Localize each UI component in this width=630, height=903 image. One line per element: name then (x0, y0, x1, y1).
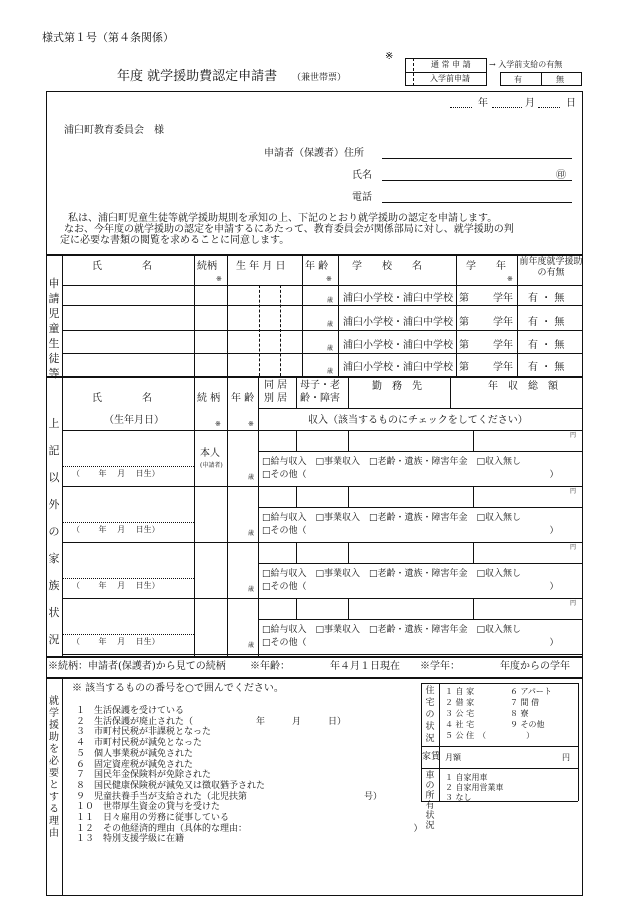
normal-request-option[interactable]: 通 常 申 請 (431, 60, 471, 69)
income-yen: 円 (570, 432, 577, 439)
family-side-label: 上記以外の家族状況 (48, 417, 60, 646)
family-age-unit: 歳 (248, 642, 255, 649)
address-label: 申請者（保護者）住所 (264, 148, 364, 159)
housing-label: 住宅の状況 (425, 686, 435, 744)
housing-option[interactable]: １ 自 家 (445, 687, 475, 696)
grade-mark: ※ (507, 275, 513, 283)
income-options[interactable]: □給与収入 □事業収入 □老齢・遺族・障害年金 □収入無し (262, 625, 522, 635)
grade-prefix: 第 (459, 340, 469, 351)
form-title-sub: （兼世帯票） (292, 73, 347, 83)
grade-suffix: 学年 (493, 362, 513, 373)
relation-mark: ※ (216, 275, 222, 283)
housing-option[interactable]: ６ アパート (510, 687, 552, 696)
reason-item[interactable]: ９ 児童扶養手当が支給された（北児扶第 号） (76, 791, 383, 802)
reason-item[interactable]: １２ その他経済的理由（具体的な理由： ） (76, 823, 423, 834)
prev-aid-header: 前年度就学援助の有無 (519, 257, 583, 278)
family-name-header: 氏 名 (92, 393, 152, 404)
grade-suffix: 学年 (493, 293, 513, 304)
aid-yes-no[interactable]: 有 ・ 無 (528, 340, 565, 351)
rent-monthly: 月額 (445, 753, 461, 762)
reasons-instruction: ※ 該当するものの番号を○で囲んでください。 (72, 683, 284, 694)
car-option[interactable]: １ 自家用車 (445, 773, 488, 782)
student-age-unit: 歳 (327, 297, 334, 304)
rent-yen: 円 (562, 753, 570, 762)
form-id: 様式第１号（第４条関係） (42, 31, 174, 44)
reason-item[interactable]: ８ 国民健康保険税が減免又は徴収猶予された (76, 780, 266, 791)
pre-entry-request-option[interactable]: 入学前申請 (430, 74, 470, 83)
other-income-option[interactable]: □その他（ ） (262, 526, 559, 536)
payment-yes-option[interactable]: 有 (514, 75, 522, 84)
disabled-header: 齢・障害 (300, 393, 340, 404)
other-income-option[interactable]: □その他（ ） (262, 470, 559, 480)
student-grade-header: 学 年 (466, 261, 506, 272)
self-label: 本人 (200, 448, 220, 459)
rent-label: 家賃 (422, 752, 441, 762)
family-birth-field[interactable]: （ 年 月 日生） (72, 637, 160, 646)
name-label: 氏名 (352, 170, 372, 181)
housing-option[interactable]: ５ 公 住 （ ） (445, 731, 535, 740)
reason-item[interactable]: １０ 世帯厚生資金の貸与を受けた (76, 802, 221, 813)
grade-from: 年度からの学年 (500, 661, 570, 672)
housing-option[interactable]: ２ 借 家 (445, 698, 475, 707)
family-age-unit: 歳 (248, 474, 255, 481)
addressee: 浦臼町教育委員会 様 (64, 125, 164, 136)
student-age-unit: 歳 (327, 345, 334, 352)
family-age-mark: ※ (248, 420, 254, 428)
other-income-option[interactable]: □その他（ ） (262, 582, 559, 592)
reason-item[interactable]: ４ 市町村民税が減免となった (76, 738, 203, 749)
reason-item[interactable]: １１ 日々雇用の労務に従事している (76, 813, 230, 823)
payment-no-option[interactable]: 無 (556, 75, 564, 84)
aid-yes-no[interactable]: 有 ・ 無 (528, 293, 565, 304)
student-age-unit: 歳 (327, 321, 334, 328)
income-options[interactable]: □給与収入 □事業収入 □老齢・遺族・障害年金 □収入無し (262, 457, 522, 467)
aid-yes-no[interactable]: 有 ・ 無 (528, 317, 565, 328)
student-school-header: 学 校 名 (352, 261, 422, 272)
housing-option[interactable]: ９ その他 (510, 720, 545, 729)
statement-line-2: なお、今年度の就学援助の認定を申請するにあたって、教育委員会が関係部局に対し、就学援助の判 (64, 224, 514, 235)
grade-prefix: 第 (459, 293, 469, 304)
asterisk-mark: ※ (385, 51, 394, 62)
age-mark: ※ (326, 275, 332, 283)
family-relation-header: 続 柄 (197, 393, 221, 404)
reason-item[interactable]: １ 生活保護を受けている (76, 706, 185, 716)
reason-item[interactable]: ５ 個人事業税が減免された (76, 748, 194, 759)
income-options[interactable]: □給与収入 □事業収入 □老齢・遺族・障害年金 □収入無し (262, 569, 522, 579)
single-parent-header: 母子・老 (300, 380, 340, 391)
family-age-unit: 歳 (248, 530, 255, 537)
statement-line-3: 定に必要な書類の閲覧を求めることに同意します。 (60, 235, 290, 246)
age-as-of: 年４月１日現在 (330, 661, 400, 672)
date-year-label: 年 (478, 98, 488, 109)
grade-suffix: 学年 (493, 317, 513, 328)
income-header: 年 収 総 額 (488, 381, 558, 392)
statement-line-1: 私は、浦臼町児童生徒等就学援助規則を承知の上、下記のとおり就学援助の認定を申請します。 (68, 213, 498, 224)
phone-field[interactable] (382, 202, 572, 203)
grade-prefix: 第 (459, 317, 469, 328)
other-income-option[interactable]: □その他（ ） (262, 638, 559, 648)
income-yen: 円 (570, 488, 577, 495)
car-label: 車の所有状況 (425, 771, 435, 831)
seal-mark: ㊞ (556, 170, 566, 181)
address-field[interactable] (382, 158, 572, 159)
housing-option[interactable]: ７ 間 借 (510, 698, 540, 707)
date-month-label: 月 (525, 98, 535, 109)
reason-item[interactable]: ２ 生活保護が廃止された（ 年 月 日） (76, 716, 347, 727)
age-note: ※年齢： (250, 661, 290, 672)
student-school[interactable]: 浦臼小学校・浦臼中学校 (343, 340, 453, 351)
housing-option[interactable]: ３ 公 宅 (445, 709, 475, 718)
separate-header: 別 居 (264, 393, 288, 404)
family-birth-field[interactable]: （ 年 月 日生） (72, 469, 160, 478)
family-age-header: 年 齢 (231, 393, 255, 404)
housing-option[interactable]: ８ 寮 (510, 709, 529, 718)
income-yen: 円 (570, 544, 577, 551)
housing-option[interactable]: ４ 社 宅 (445, 720, 475, 729)
self-note: (申請者) (200, 462, 223, 469)
car-option[interactable]: ２ 自家用営業車 (445, 783, 504, 792)
form-title: 年度 就学援助費認定申請書 (117, 69, 278, 84)
applicant-name-field[interactable] (382, 180, 572, 181)
student-school[interactable]: 浦臼小学校・浦臼中学校 (343, 317, 453, 328)
phone-label: 電話 (352, 192, 372, 203)
grade-suffix: 学年 (493, 340, 513, 351)
family-relation-mark: ※ (215, 420, 221, 428)
family-birth-field[interactable]: （ 年 月 日生） (72, 525, 160, 534)
date-day-label: 日 (566, 98, 576, 109)
student-birth-header: 生 年 月 日 (236, 261, 286, 272)
grade-prefix: 第 (459, 362, 469, 373)
income-yen: 円 (570, 600, 577, 607)
relation-note: ※続柄：申請者(保護者)から見ての続柄 (48, 661, 226, 672)
reason-item[interactable]: ７ 国民年金保険料が免除された (76, 770, 212, 781)
cohabit-header: 同 居 (264, 380, 288, 391)
aid-yes-no[interactable]: 有 ・ 無 (528, 362, 565, 373)
student-age-unit: 歳 (327, 368, 334, 375)
family-age-unit: 歳 (248, 586, 255, 593)
grade-note: ※学年： (420, 661, 460, 672)
pre-entry-payment-label: → 入学前支給の有無 (489, 60, 563, 69)
student-name-header: 氏 名 (92, 261, 152, 272)
students-side-label: 申請児童生徒等 (48, 277, 60, 380)
family-birth-field[interactable]: （ 年 月 日生） (72, 581, 160, 590)
student-age-header: 年 齢 (305, 261, 329, 272)
reason-item[interactable]: ６ 固定資産税が減免された (76, 759, 194, 770)
income-options[interactable]: □給与収入 □事業収入 □老齢・遺族・障害年金 □収入無し (262, 513, 522, 523)
reason-item[interactable]: １３ 特別支援学級に在籍 (76, 834, 185, 845)
car-option[interactable]: ３ なし (445, 793, 472, 802)
workplace-header: 勤 務 先 (372, 381, 422, 392)
student-school[interactable]: 浦臼小学校・浦臼中学校 (343, 293, 453, 304)
student-relation-header: 続柄 (197, 261, 217, 272)
family-birth-header: （生年月日） (104, 415, 164, 426)
student-school[interactable]: 浦臼小学校・浦臼中学校 (343, 362, 453, 373)
reasons-side-label: 就学援助を必要とする理由 (49, 696, 59, 839)
income-note: 収入（該当するものにチェックをしてください） (308, 415, 528, 426)
reason-item[interactable]: ３ 市町村民税が非課税となった (76, 727, 212, 738)
